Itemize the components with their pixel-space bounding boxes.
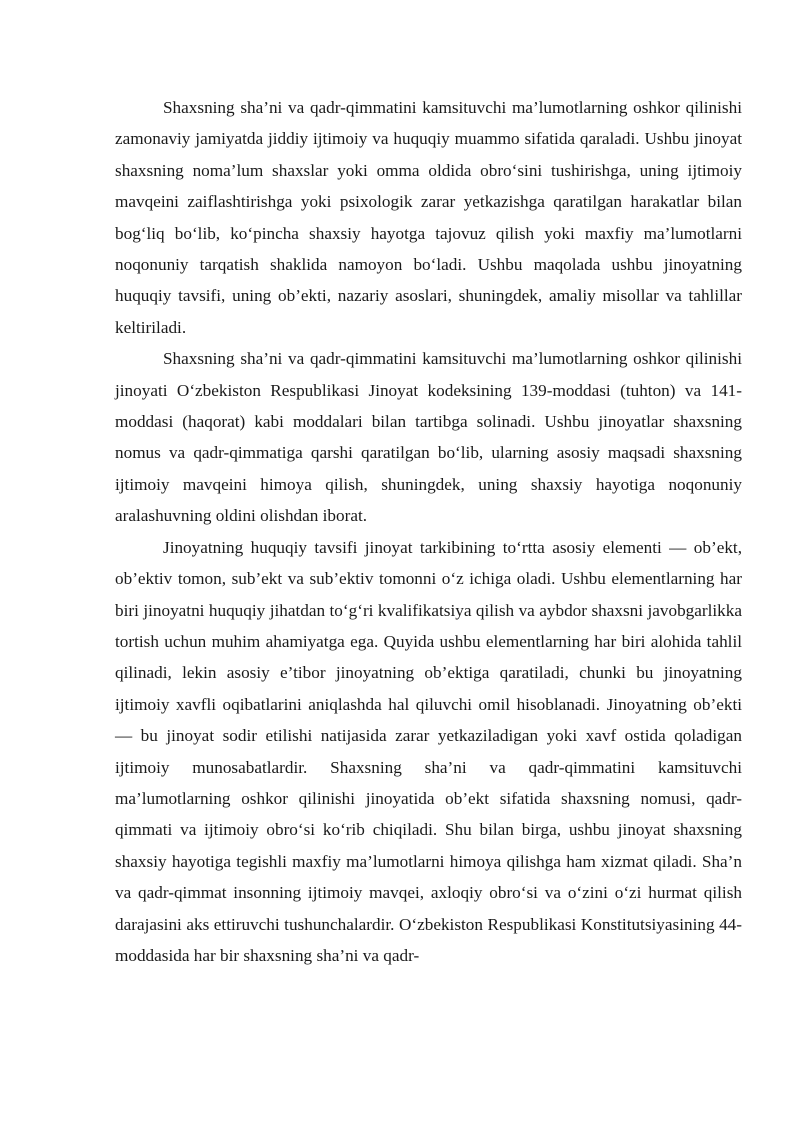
paragraph-legal-basis: Shaxsning sha’ni va qadr-qimmatini kamsituvchi ma’lumotlarning oshkor qilinishi jinoyati O‘zbekiston Respublikasi Jinoyat kodeksining 139-moddasi (tuhton) va 141-moddasi (haqorat) kabi moddalari bilan tartibga solinadi. Ushbu jinoyatlar shaxsning nomus va qadr-qimmatiga qarshi qaratilgan bo‘lib, ularning asosiy maqsadi shaxsning ijtimoiy mavqeini himoya qilish, shuningdek, uning shaxsiy hayotiga noqonuniy aralashuvning oldini olishdan iborat.	[115, 349, 742, 526]
paragraph-crime-object: Jinoyatning huquqiy tavsifi jinoyat tarkibining to‘rtta asosiy elementi — ob’ekt, ob’ektiv tomon, sub’ekt va sub’ektiv tomonni o‘z ichiga oladi. Ushbu elementlarning har biri jinoyatni huquqiy jihatdan to‘g‘ri kvalifikatsiya qilish va aybdor shaxsni javobgarlikka tortish uchun muhim ahamiyatga ega. Quyida ushbu elementlarning har biri alohida tahlil qilinadi, lekin asosiy e’tibor jinoyatning ob’ektiga qaratiladi, chunki bu jinoyatning ijtimoiy xavfli oqibatlarini aniqlashda hal qiluvchi omil hisoblanadi. Jinoyatning ob’ekti — bu jinoyat sodir etilishi natijasida zarar yetkaziladigan yoki xavf ostida qoladigan ijtimoiy munosabatlardir. Shaxsning sha’ni va qadr-qimmatini kamsituvchi ma’lumotlarning oshkor qilinishi jinoyatida ob’ekt sifatida shaxsning nomusi, qadr-qimmati va ijtimoiy obro‘si ko‘rib chiqiladi. Shu bilan birga, ushbu jinoyat shaxsning shaxsiy hayotiga tegishli maxfiy ma’lumotlarni himoya qilishga ham xizmat qiladi. Sha’n va qadr-qimmat insonning ijtimoiy mavqei, axloqiy obro‘si va o‘zini o‘zi hurmat qilish darajasini aks ettiruvchi tushunchalardir. O‘zbekiston Respublikasi Konstitutsiyasining 44-moddasida har bir shaxsning sha’ni va qadr-	[115, 537, 742, 965]
document-body	[115, 92, 742, 971]
paragraph-intro: Shaxsning sha’ni va qadr-qimmatini kamsituvchi ma’lumotlarning oshkor qilinishi zamonaviy jamiyatda jiddiy ijtimoiy va huquqiy muammo sifatida qaraladi. Ushbu jinoyat shaxsning noma’lum shaxslar yoki omma oldida obro‘sini tushirishga, uning ijtimoiy mavqeini zaiflashtirishga yoki psixologik zarar yetkazishga qaratilgan harakatlar bilan bog‘liq bo‘lib, ko‘pincha shaxsiy hayotga tajovuz qilish yoki maxfiy ma’lumotlarni noqonuniy tarqatish shaklida namoyon bo‘ladi. Ushbu maqolada ushbu jinoyatning huquqiy tavsifi, uning ob’ekti, nazariy asoslari, shuningdek, amaliy misollar va tahlillar keltiriladi.	[115, 98, 742, 337]
